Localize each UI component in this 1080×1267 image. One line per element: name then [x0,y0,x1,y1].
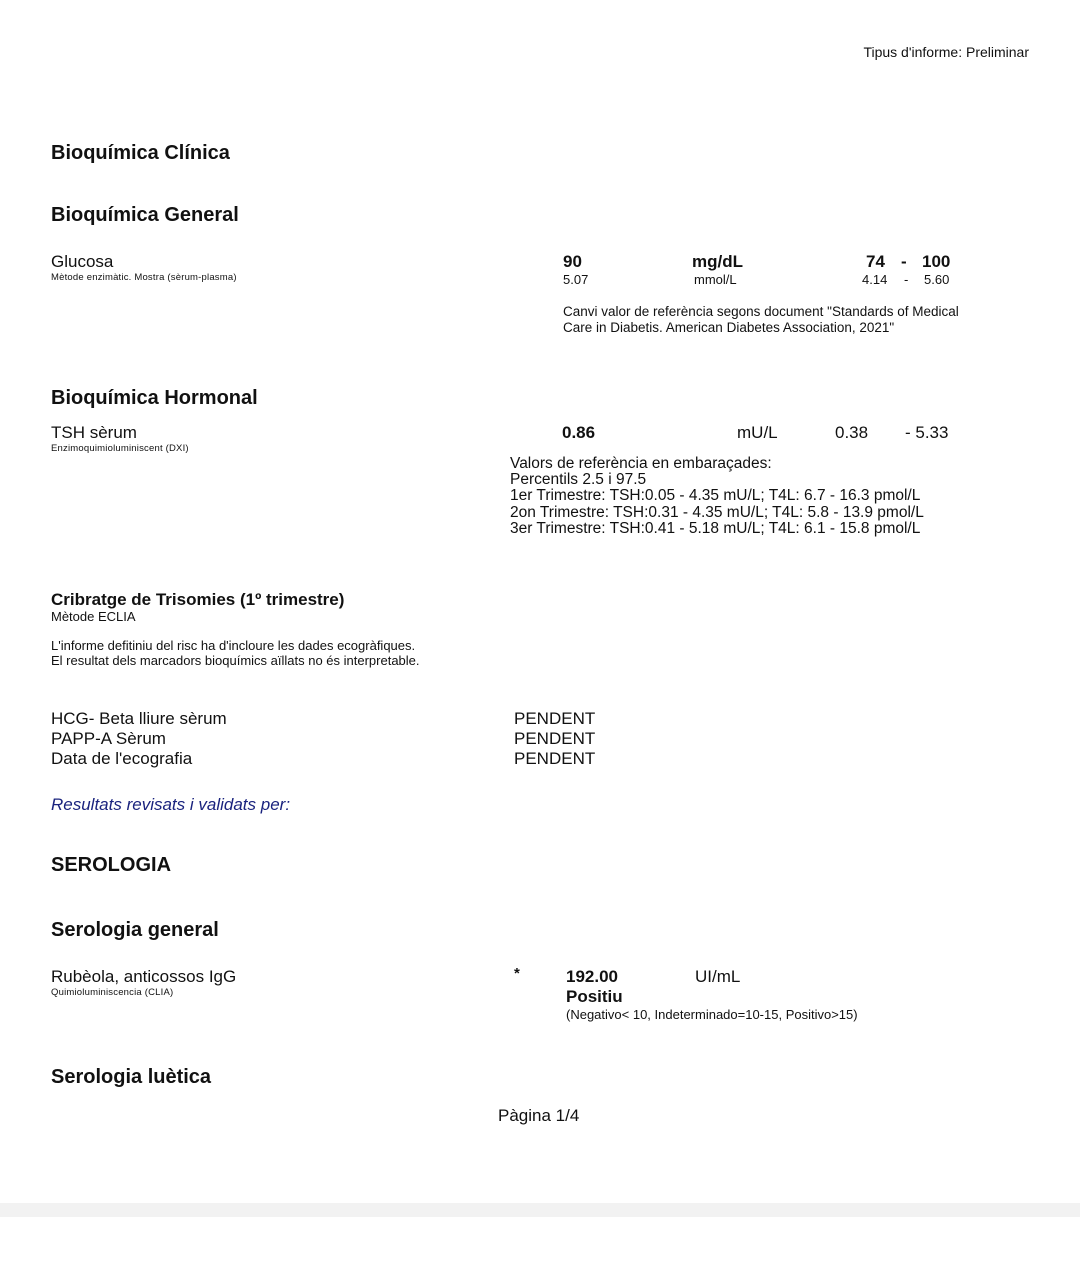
test-unit: mU/L [737,423,778,442]
viewer-bottom-area [0,1217,1080,1267]
trisomy-row-value: PENDENT [514,709,596,728]
section-title-biochem-general: Bioquímica General [51,204,239,226]
test-name: TSH sèrum [51,423,137,442]
test-method: Quimioluminiscencia (CLIA) [51,987,174,998]
viewer-bottom-bar [0,1203,1080,1267]
section-title-serology-luetic: Serologia luètica [51,1066,212,1088]
test-unit: mg/dL [692,252,743,271]
page-number: Pàgina 1/4 [498,1106,580,1125]
test-method: Mètode enzimàtic. Mostra (sèrum-plasma) [51,272,237,283]
pregnancy-reference-line: Valors de referència en embaraçades: [510,455,772,472]
report-type: Tipus d'informe: Preliminar [863,44,1029,60]
test-value-si: 5.07 [563,272,589,287]
section-title-biochem-hormonal: Bioquímica Hormonal [51,387,258,409]
ref-dash-si: - [904,272,909,287]
test-method: Enzimoquimioluminiscent (DXI) [51,443,189,454]
test-name: Rubèola, anticossos IgG [51,967,237,986]
pregnancy-reference-line: 1er Trimestre: TSH:0.05 - 4.35 mU/L; T4L: 6.7 - 16.3 pmol/L [510,487,921,504]
section-title-biochem-clinical: Bioquímica Clínica [51,142,230,164]
trisomy-title: Cribratge de Trisomies (1º trimestre) [51,590,345,609]
ref-low-si: 4.14 [862,272,888,287]
ref-high: - 5.33 [905,423,949,442]
section-title-serology: SEROLOGIA [51,854,172,876]
ref-high: 100 [922,252,951,271]
ref-high-si: 5.60 [924,272,950,287]
abnormal-flag: * [514,965,520,982]
pregnancy-reference-line: 3er Trimestre: TSH:0.41 - 5.18 mU/L; T4L: 6.1 - 15.8 pmol/L [510,520,921,537]
ref-low: 74 [866,252,885,271]
ref-low: 0.38 [835,423,869,442]
trisomy-row-value: PENDENT [514,749,596,768]
trisomy-method: Mètode ECLIA [51,609,136,624]
trisomy-row-name: PAPP-A Sèrum [51,729,166,748]
pregnancy-reference-line: 2on Trimestre: TSH:0.31 - 4.35 mU/L; T4L: 5.8 - 13.9 pmol/L [510,504,924,521]
test-value: 90 [563,252,582,271]
test-unit: UI/mL [695,967,741,986]
reference-note-line: Care in Diabetis. American Diabetes Association, 2021" [563,320,895,335]
trisomy-note-line: L'informe defitiniu del risc ha d'incloure les dades ecogràfiques. [51,638,416,653]
test-name: Glucosa [51,252,114,271]
pregnancy-reference-line: Percentils 2.5 i 97.5 [510,471,647,488]
test-unit-si: mmol/L [694,272,737,287]
validated-by-text: Resultats revisats i validats per: [51,795,291,814]
section-title-serology-general: Serologia general [51,919,219,941]
test-interpretation: Positiu [566,987,623,1006]
test-value: 0.86 [562,423,596,442]
trisomy-row-name: HCG- Beta lliure sèrum [51,709,227,728]
trisomy-row-value: PENDENT [514,729,596,748]
test-reference: (Negativo< 10, Indeterminado=10-15, Positivo>15) [566,1007,858,1022]
trisomy-row-name: Data de l'ecografia [51,749,193,768]
ref-dash: - [901,252,907,271]
trisomy-note-line: El resultat dels marcadors bioquímics aïllats no és interpretable. [51,653,420,668]
test-value: 192.00 [566,967,618,986]
reference-note-line: Canvi valor de referència segons document "Standards of Medical [563,304,959,319]
